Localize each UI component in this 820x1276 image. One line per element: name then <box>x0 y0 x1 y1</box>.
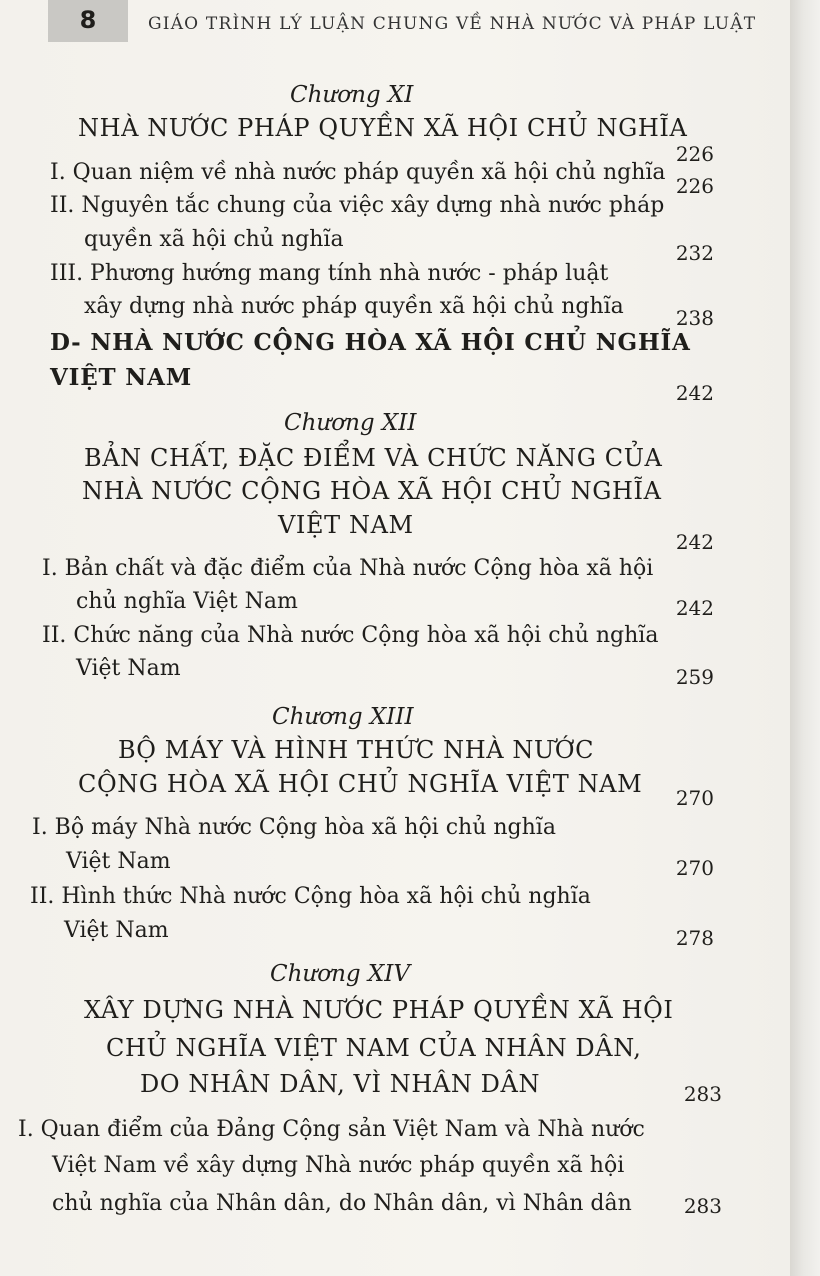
part-heading-continued: VIỆT NAM <box>50 364 192 391</box>
page-ref: 259 <box>675 665 714 689</box>
toc-entry: I. Bản chất và đặc điểm của Nhà nước Cộng hòa xã hội <box>42 556 654 581</box>
toc-entry-continued: chủ nghĩa Việt Nam <box>76 589 298 614</box>
page-edge <box>790 0 820 1276</box>
toc-entry: III. Phương hướng mang tính nhà nước - pháp luật <box>50 261 609 286</box>
page-ref: 283 <box>683 1082 722 1106</box>
toc-entry-continued: xây dựng nhà nước pháp quyền xã hội chủ nghĩa <box>84 294 624 319</box>
toc-entry-continued: quyền xã hội chủ nghĩa <box>84 227 344 252</box>
toc-entry-continued: Việt Nam <box>64 918 169 943</box>
page-ref: 283 <box>683 1194 722 1218</box>
chapter-label: Chương XII <box>284 410 417 436</box>
chapter-title: BỘ MÁY VÀ HÌNH THỨC NHÀ NƯỚC <box>118 736 595 764</box>
toc-entry-continued: Việt Nam <box>66 849 171 874</box>
toc-entry-continued: Việt Nam về xây dựng Nhà nước pháp quyền xã hội <box>52 1153 625 1178</box>
toc-entry: II. Chức năng của Nhà nước Cộng hòa xã hội chủ nghĩa <box>42 623 659 648</box>
chapter-title: DO NHÂN DÂN, VÌ NHÂN DÂN <box>140 1070 541 1098</box>
chapter-title: XÂY DỰNG NHÀ NƯỚC PHÁP QUYỀN XÃ HỘI <box>84 996 674 1024</box>
part-heading: D- NHÀ NƯỚC CỘNG HÒA XÃ HỘI CHỦ NGHĨA <box>50 329 691 356</box>
toc-entry: II. Hình thức Nhà nước Cộng hòa xã hội chủ nghĩa <box>30 884 591 909</box>
chapter-label: Chương XI <box>290 82 414 108</box>
page-ref: 232 <box>675 241 714 265</box>
page-ref: 242 <box>675 596 714 620</box>
toc-entry: II. Nguyên tắc chung của việc xây dựng nhà nước pháp <box>50 193 665 218</box>
running-title: GIÁO TRÌNH LÝ LUẬN CHUNG VỀ NHÀ NƯỚC VÀ PHÁP LUẬT <box>148 14 757 34</box>
page-ref: 226 <box>675 142 714 166</box>
chapter-title: CỘNG HÒA XÃ HỘI CHỦ NGHĨA VIỆT NAM <box>78 770 643 798</box>
chapter-title: BẢN CHẤT, ĐẶC ĐIỂM VÀ CHỨC NĂNG CỦA <box>84 444 663 472</box>
toc-entry-continued: Việt Nam <box>76 656 181 681</box>
page-ref: 238 <box>675 306 714 330</box>
chapter-title: VIỆT NAM <box>278 511 414 539</box>
chapter-label: Chương XIII <box>272 704 414 730</box>
toc-entry: I. Quan điểm của Đảng Cộng sản Việt Nam và Nhà nước <box>18 1117 645 1142</box>
page-ref: 242 <box>675 530 714 554</box>
chapter-title: CHỦ NGHĨA VIỆT NAM CỦA NHÂN DÂN, <box>106 1034 642 1062</box>
chapter-label: Chương XIV <box>270 961 410 987</box>
page-number: 8 <box>48 0 128 42</box>
page-ref: 242 <box>675 381 714 405</box>
toc-entry: I. Bộ máy Nhà nước Cộng hòa xã hội chủ nghĩa <box>32 815 556 840</box>
page-ref: 226 <box>675 174 714 198</box>
page-ref: 278 <box>675 926 714 950</box>
toc-entry: I. Quan niệm về nhà nước pháp quyền xã hội chủ nghĩa <box>50 160 666 185</box>
toc-entry-continued: chủ nghĩa của Nhân dân, do Nhân dân, vì Nhân dân <box>52 1191 632 1216</box>
page-ref: 270 <box>675 786 714 810</box>
chapter-title: NHÀ NƯỚC CỘNG HÒA XÃ HỘI CHỦ NGHĨA <box>82 477 662 505</box>
chapter-title: NHÀ NƯỚC PHÁP QUYỀN XÃ HỘI CHỦ NGHĨA <box>78 114 688 142</box>
page-ref: 270 <box>675 856 714 880</box>
